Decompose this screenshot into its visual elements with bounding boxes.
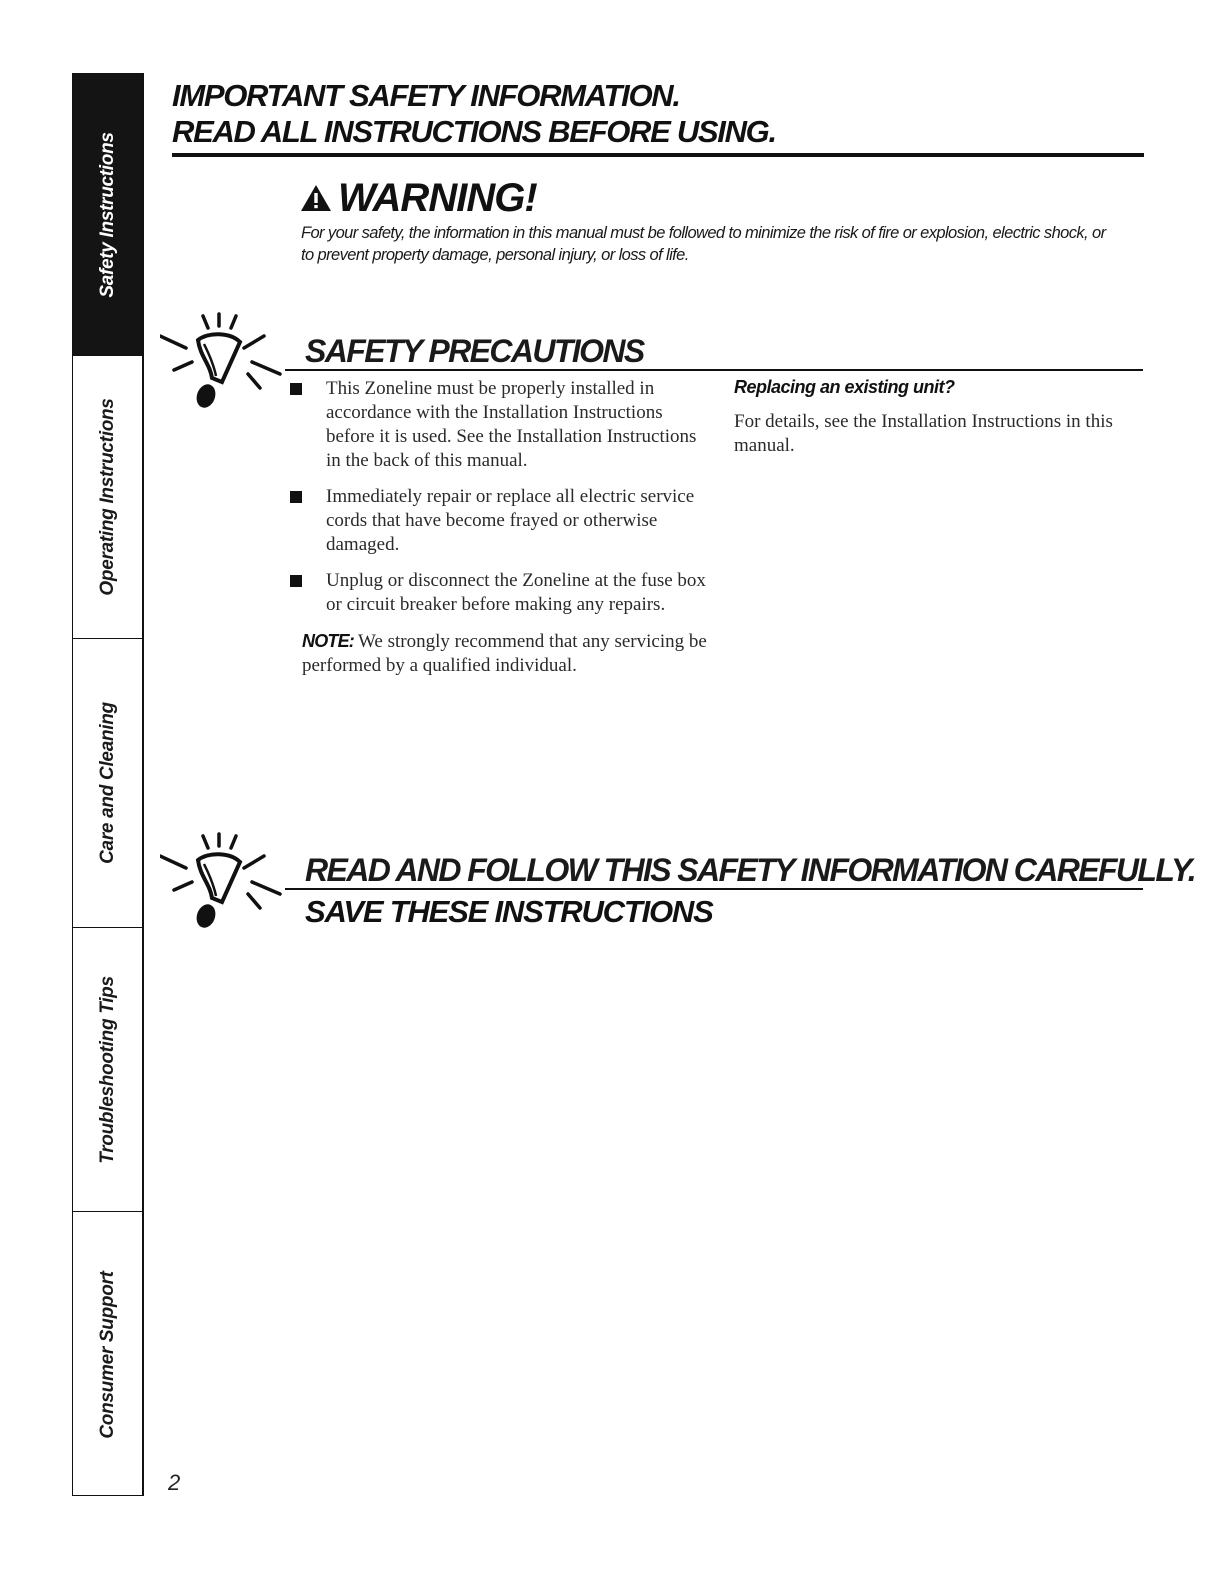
replacing-heading: Replacing an existing unit? xyxy=(734,377,955,397)
warning-text: For your safety, the information in this manual must be followed to minimize the risk of fire or explosion, electric shock, or to prevent property damage, personal injury, or loss of life. xyxy=(301,224,1106,264)
section-divider xyxy=(285,369,1143,371)
note xyxy=(290,629,710,678)
safety-light-icon xyxy=(160,832,290,940)
replacing-unit-section xyxy=(734,377,1134,458)
warning-heading xyxy=(300,176,537,220)
read-and-follow-heading: READ AND FOLLOW THIS SAFETY INFORMATION CAREFULLY. xyxy=(305,852,1196,888)
header-divider xyxy=(172,153,1144,157)
save-instructions-heading: SAVE THESE INSTRUCTIONS xyxy=(305,894,713,929)
safety-light-icon xyxy=(160,312,290,420)
tab-label: Operating Instructions xyxy=(96,398,118,596)
list-item xyxy=(290,377,710,473)
note-text: We strongly recommend that any servicing be performed by a qualified individual. xyxy=(302,631,707,676)
list-item xyxy=(290,569,710,617)
safety-precautions-heading: SAFETY PRECAUTIONS xyxy=(305,333,644,369)
section-divider xyxy=(285,888,1143,890)
bullet-text: Immediately repair or replace all electric service cords that have become frayed or otherwise damaged. xyxy=(326,486,695,555)
page-title xyxy=(172,78,776,150)
tab-label: Care and Cleaning xyxy=(96,702,118,864)
section-tabs xyxy=(72,73,144,1496)
warning-title: WARNING! xyxy=(338,176,537,220)
tab-label: Consumer Support xyxy=(96,1270,118,1439)
tab-safety-instructions[interactable] xyxy=(73,74,142,356)
note-label: NOTE: xyxy=(302,631,354,651)
warning-triangle-icon xyxy=(300,184,332,212)
page-title-line-1: IMPORTANT SAFETY INFORMATION. xyxy=(172,78,680,113)
safety-precautions-list xyxy=(290,377,710,678)
bullet-text: Unplug or disconnect the Zoneline at the fuse box or circuit breaker before making any repairs. xyxy=(326,570,706,615)
tab-label: Safety Instructions xyxy=(96,131,118,298)
bullet-square-icon xyxy=(290,575,302,587)
bullet-square-icon xyxy=(290,383,302,395)
page-number: 2 xyxy=(168,1470,181,1495)
list-item xyxy=(290,485,710,557)
tab-operating-instructions[interactable] xyxy=(73,356,142,639)
tab-care-and-cleaning[interactable] xyxy=(73,639,142,928)
tab-consumer-support[interactable] xyxy=(73,1212,142,1497)
replacing-text: For details, see the Installation Instructions in this manual. xyxy=(734,411,1113,456)
bullet-text: This Zoneline must be properly installed in accordance with the Installation Instructions before it is used. See the Installation Instructions in the back of this manual. xyxy=(326,378,697,471)
bullet-square-icon xyxy=(290,491,302,503)
tab-label: Troubleshooting Tips xyxy=(96,975,118,1164)
tab-troubleshooting-tips[interactable] xyxy=(73,928,142,1212)
page-title-line-2: READ ALL INSTRUCTIONS BEFORE USING. xyxy=(172,114,776,149)
